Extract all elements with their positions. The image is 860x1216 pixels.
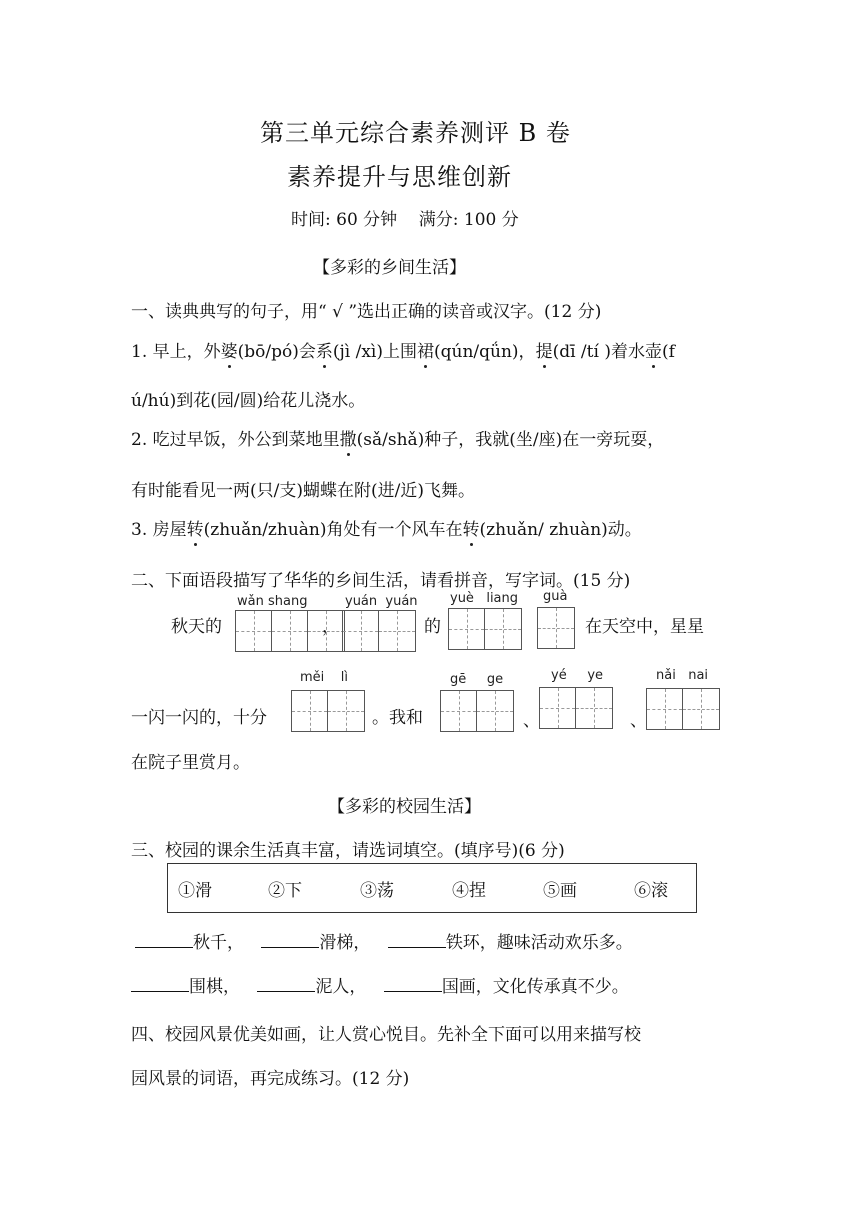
text-segment: (qún/qǘn)，: [434, 342, 536, 362]
text-segment: (zhuǎn/ zhuàn)动。: [479, 520, 642, 540]
dotted-char: 提: [535, 342, 553, 362]
grid-cell[interactable]: [647, 689, 683, 729]
dotted-char: 转: [186, 520, 204, 540]
answer-blank[interactable]: [384, 990, 442, 992]
q2-text-wohe: 。我和: [372, 708, 423, 728]
q2-text-qiutiande: 秋天的: [171, 617, 222, 637]
grid-cell[interactable]: [540, 688, 576, 728]
answer-blank[interactable]: [257, 990, 315, 992]
q2-dunhao-2: 、: [630, 711, 647, 731]
question-4-title-line-1: 四、校园风景优美如画，让人赏心悦目。先补全下面可以用来描写校: [131, 1025, 641, 1045]
pinyin-meili: měi lì: [300, 670, 349, 685]
writing-grid-meili[interactable]: [291, 690, 365, 732]
grid-cell[interactable]: [441, 691, 477, 731]
grid-cell[interactable]: [272, 611, 308, 651]
answer-blank[interactable]: [261, 946, 319, 948]
writing-grid-gua[interactable]: [537, 607, 575, 649]
grid-cell[interactable]: [343, 611, 379, 651]
question-2-title: 二、下面语段描写了华华的乡间生活，请看拼音，写字词。(15 分): [131, 571, 631, 591]
pinyin-yeye: yé ye: [551, 668, 604, 683]
q2-text-yishan: 一闪一闪的，十分: [131, 708, 267, 728]
page-subtitle: 素养提升与思维创新: [287, 163, 512, 191]
answer-blank[interactable]: [388, 946, 446, 948]
text-segment: 3. 房屋: [131, 520, 187, 540]
grid-cell[interactable]: [485, 609, 521, 649]
dotted-char: 壶: [644, 342, 662, 362]
text-segment: 泥人，: [315, 977, 367, 997]
option-2: ②下: [268, 881, 302, 901]
writing-grid-yuanyuan[interactable]: [342, 610, 416, 652]
text-segment: 秋千，: [193, 933, 244, 953]
grid-cell[interactable]: [477, 691, 513, 731]
question-1-sentence-2-cont: 有时能看见一两(只/支)蝴蝶在附(进/近)飞舞。: [131, 481, 475, 501]
grid-cell[interactable]: [236, 611, 272, 651]
pinyin-gege: gē ge: [450, 672, 504, 687]
question-1-sentence-2: [131, 425, 664, 450]
answer-blank[interactable]: [131, 990, 189, 992]
q2-dunhao-1: 、: [523, 711, 540, 731]
question-3-row-1: [135, 928, 633, 953]
dotted-char: 裙: [417, 342, 434, 362]
answer-blank[interactable]: [135, 946, 193, 948]
q2-comma: ，: [322, 617, 339, 637]
question-1-sentence-3: [131, 515, 642, 540]
dotted-char: 系: [315, 342, 333, 362]
dotted-char: 撒: [339, 430, 357, 450]
question-1-title: 一、读典典写的句子，用“ √ ”选出正确的读音或汉字。(12 分): [131, 302, 602, 322]
question-3-title: 三、校园的课余生活真丰富，请选词填空。(填序号)(6 分): [131, 841, 565, 861]
question-4-title-line-2: 园风景的词语，再完成练习。(12 分): [131, 1069, 410, 1089]
grid-cell[interactable]: [576, 688, 612, 728]
grid-cell[interactable]: [328, 691, 364, 731]
text-segment: (dī /tí )着水: [552, 342, 645, 362]
grid-cell[interactable]: [449, 609, 485, 649]
pinyin-yueliang: yuè liang: [450, 591, 519, 606]
word-options-box: [167, 863, 697, 913]
writing-grid-yueliang[interactable]: [448, 608, 522, 650]
dotted-char: 婆: [220, 342, 238, 362]
pinyin-wanshang: wǎn shang: [237, 594, 308, 609]
page-title: 第三单元综合素养测评 B 卷: [260, 119, 571, 147]
pinyin-nainai: nǎi nai: [656, 668, 709, 683]
text-segment: 国画，文化传承真不少。: [441, 977, 629, 997]
pinyin-yuanyuan: yuán yuán: [345, 594, 418, 609]
text-segment: (sǎ/shǎ)种子，我就(坐/座)在一旁玩耍，: [356, 430, 665, 450]
option-3: ③荡: [360, 881, 394, 901]
option-4: ④捏: [452, 881, 486, 901]
text-segment: (zhuǎn/zhuàn)角处有一个风车在: [203, 520, 463, 540]
option-1: ①滑: [178, 881, 212, 901]
pinyin-gua: guà: [543, 589, 568, 604]
q2-text-tiankong: 在天空中，星星: [585, 617, 704, 637]
text-segment: (bō/pó)会: [237, 342, 316, 362]
grid-cell[interactable]: [538, 608, 574, 648]
writing-grid-gege[interactable]: [440, 690, 514, 732]
writing-grid-yeye[interactable]: [539, 687, 613, 729]
q2-text-yuanzi: 在院子里赏月。: [131, 753, 250, 773]
text-segment: (jì /xì)上围: [332, 342, 417, 362]
grid-cell[interactable]: [292, 691, 328, 731]
question-1-sentence-1: [131, 337, 675, 362]
text-segment: 1. 早上，外: [131, 342, 221, 362]
question-1-sentence-1-cont: ú/hú)到花(园/圆)给花儿浇水。: [131, 391, 366, 411]
text-segment: 铁环，趣味活动欢乐多。: [445, 933, 633, 953]
writing-grid-nainai[interactable]: [646, 688, 720, 730]
text-segment: 围棋，: [189, 977, 240, 997]
exam-meta: 时间: 60 分钟 满分: 100 分: [291, 210, 519, 230]
option-5: ⑤画: [543, 881, 577, 901]
section-heading-village: 【多彩的乡间生活】: [313, 258, 466, 278]
dotted-char: 转: [462, 520, 480, 540]
text-segment: (f: [661, 342, 675, 362]
text-segment: 2. 吃过早饭，外公到菜地里: [131, 430, 340, 450]
q2-de: 的: [424, 617, 441, 637]
question-3-row-2: [131, 972, 629, 997]
section-heading-school: 【多彩的校园生活】: [328, 797, 481, 817]
grid-cell[interactable]: [379, 611, 415, 651]
grid-cell[interactable]: [683, 689, 719, 729]
option-6: ⑥滚: [634, 881, 668, 901]
text-segment: 滑梯，: [319, 933, 371, 953]
